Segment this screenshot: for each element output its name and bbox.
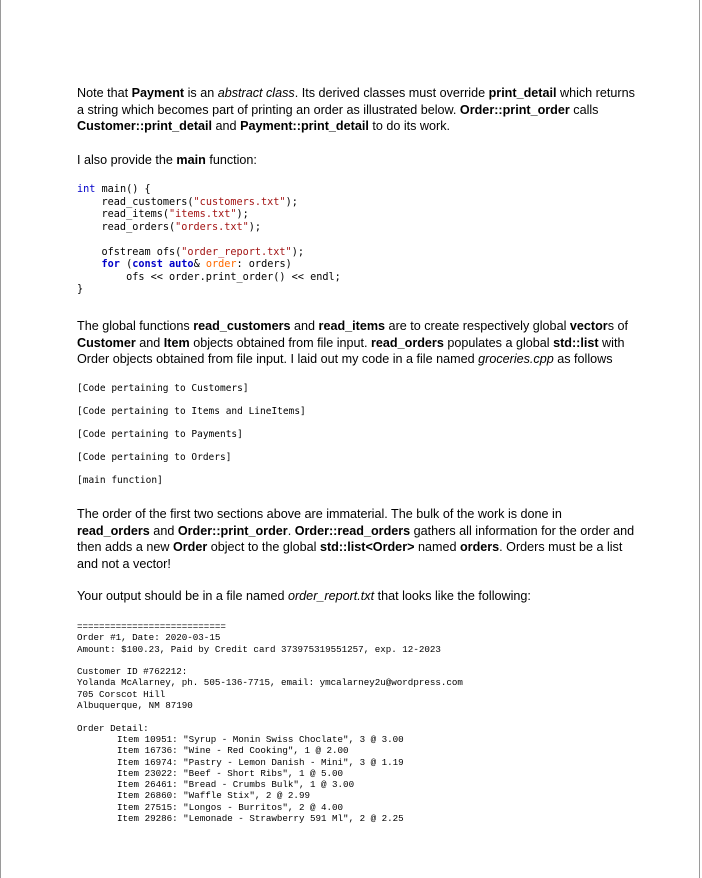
report-amount-line: Amount: $100.23, Paid by Credit card 373975319551257, exp. 12-2023 [77, 643, 441, 655]
code-section-items: [Code pertaining to Items and LineItems] [77, 406, 306, 417]
paragraph-output-intro: Your output should be in a file named order_report.txt that looks like the following: [77, 589, 531, 603]
report-address-line1: 705 Corscot Hill [77, 688, 166, 700]
report-item-line: Item 27515: "Longos - Burritos", 2 @ 4.00 [117, 801, 344, 813]
code-section-orders: [Code pertaining to Orders] [77, 452, 232, 463]
code-section-main: [main function] [77, 475, 163, 486]
order-report-sample [77, 621, 463, 824]
report-separator: =========================== [77, 621, 226, 632]
code-section-payments: [Code pertaining to Payments] [77, 429, 243, 440]
report-item-line: Item 16736: "Wine - Red Cooking", 1 @ 2.00 [117, 745, 349, 757]
report-item-line: Item 16974: "Pastry - Lemon Danish - Mini", 3 @ 1.19 [117, 756, 404, 768]
report-customer-contact: Yolanda McAlarney, ph. 505-136-7715, email: ymcalarney2u@wordpress.com [77, 677, 463, 689]
paragraph-payment-note: Note that Payment is an abstract class. Its derived classes must override print_detail which returns a string which becomes part of printing an order as illustrated below. Order::print_order calls Customer::print_detail and Payment::print_detail to do its work. [77, 86, 635, 133]
report-detail-header: Order Detail: [77, 722, 149, 734]
report-address-line2: Albuquerque, NM 87190 [77, 700, 193, 712]
report-item-line: Item 23022: "Beef - Short Ribs", 1 @ 5.00 [117, 767, 344, 779]
code-section-customers: [Code pertaining to Customers] [77, 383, 249, 394]
report-item-line: Item 26461: "Bread - Crumbs Bulk", 1 @ 3.00 [117, 779, 355, 791]
paragraph-main-intro: I also provide the main function: [77, 153, 257, 167]
paragraph-order-details: The order of the first two sections above are immaterial. The bulk of the work is done in read_orders and Order::print_order. Order::read_orders gathers all information for the order and then adds a new Order object to the global std::list<Order> named orders. Orders must be a list and not a vector! [77, 507, 635, 571]
report-item-line: Item 10951: "Syrup - Monin Swiss Choclate", 3 @ 3.00 [117, 733, 404, 745]
report-item-line: Item 26860: "Waffle Stix", 2 @ 2.99 [117, 790, 310, 802]
main-function-code: int main() { read_customers("customers.txt"); read_items("items.txt"); read_orders("orders.txt"); ofstream ofs("order_report.txt"); for (const auto& order: orders) ofs << order.print_order() << endl; } [77, 184, 341, 295]
report-order-line: Order #1, Date: 2020-03-15 [77, 632, 221, 644]
paragraph-global-functions: The global functions read_customers and read_items are to create respectively global vectors of Customer and Item objects obtained from file input. read_orders populates a global std::list with Order objects obtained from file input. I laid out my code in a file named groceries.cpp as follows [77, 319, 628, 366]
report-item-line: Item 29286: "Lemonade - Strawberry 591 Ml", 2 @ 2.25 [117, 813, 404, 825]
report-customer-id: Customer ID #762212: [77, 666, 188, 678]
